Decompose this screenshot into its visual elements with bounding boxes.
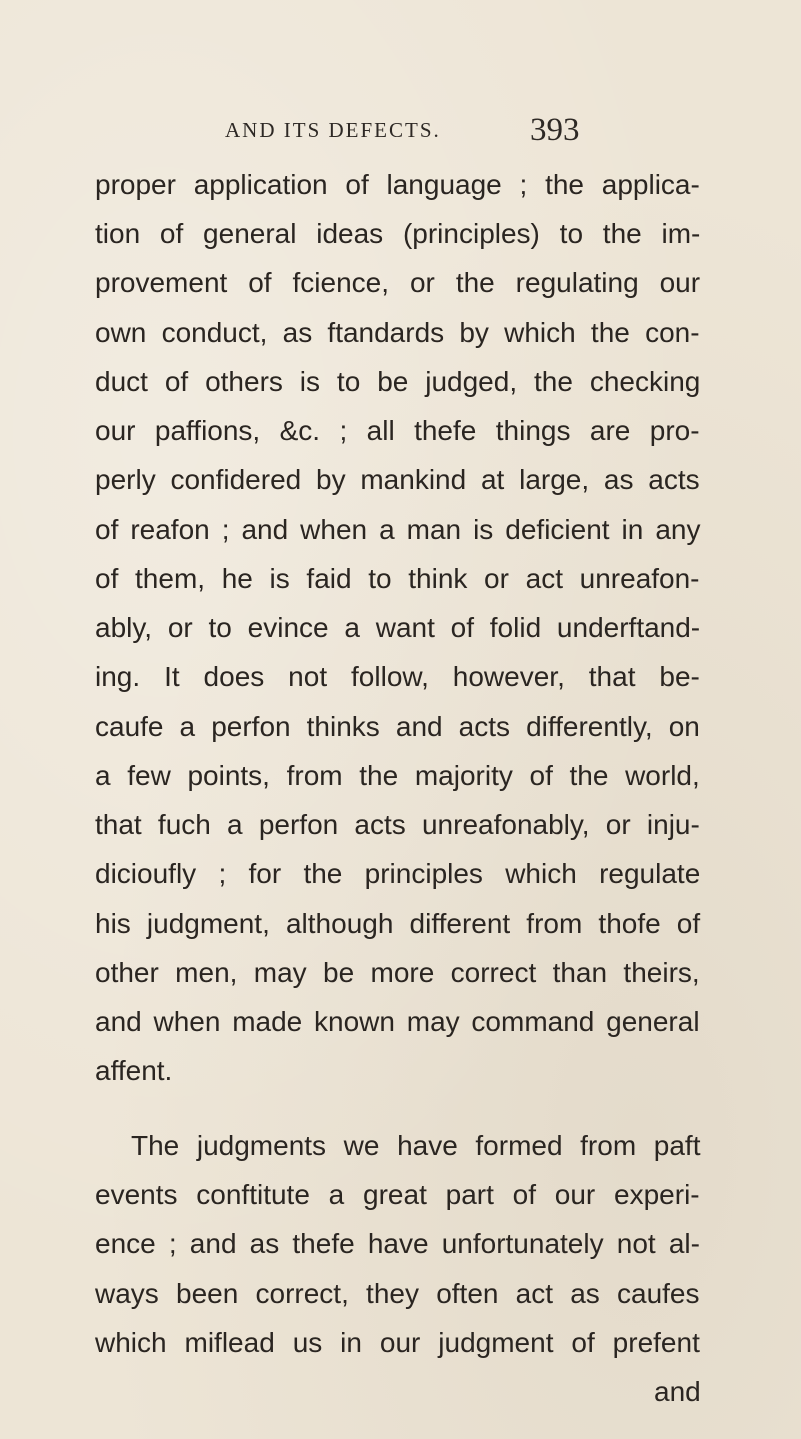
text-line: caufe a perfon thinks and acts differently, on (95, 710, 700, 742)
text-line: duct of others is to be judged, the checking (95, 365, 701, 397)
text-line: ence ; and as thefe have unfortunately not al- (95, 1228, 700, 1260)
text-line: perly confidered by mankind at large, as acts (95, 464, 700, 496)
text-line: dicioufly ; for the principles which regulate (95, 858, 701, 890)
text-line: and when made known may command general (95, 1006, 700, 1038)
text-line: of them, he is faid to think or act unreafon- (95, 562, 700, 594)
text-line: own conduct, as ftandards by which the con- (95, 316, 700, 348)
running-head: AND ITS DEFECTS. (225, 118, 441, 142)
text-line: proper application of language ; the applica- (95, 169, 700, 200)
text-line: provement of fcience, or the regulating our (95, 267, 701, 299)
text-line: of reafon ; and when a man is deficient in any (95, 513, 701, 545)
page-number: 393 (530, 112, 580, 148)
text-line: ably, or to evince a want of folid underftand- (95, 612, 701, 644)
page-header (0, 112, 801, 152)
text-line: affent. (95, 1055, 173, 1087)
text-line: a few points, from the majority of the world, (95, 759, 700, 791)
text-line: which miflead us in our judgment of prefent (95, 1326, 700, 1358)
text-line: his judgment, although different from thofe of (95, 907, 701, 939)
text-line: The judgments we have formed from paft (131, 1129, 701, 1161)
text-line: that fuch a perfon acts unreafonably, or inju- (95, 809, 700, 841)
text-line: ing. It does not follow, however, that be- (95, 661, 700, 693)
catchword: and (654, 1376, 701, 1407)
text-line: our paffions, &c. ; all thefe things are pro- (95, 415, 700, 447)
text-line: other men, may be more correct than theirs, (95, 956, 700, 988)
text-line: ways been correct, they often act as caufes (95, 1277, 700, 1309)
text-line: tion of general ideas (principles) to the im- (95, 218, 701, 250)
text-line: events conftitute a great part of our experi- (95, 1179, 700, 1210)
